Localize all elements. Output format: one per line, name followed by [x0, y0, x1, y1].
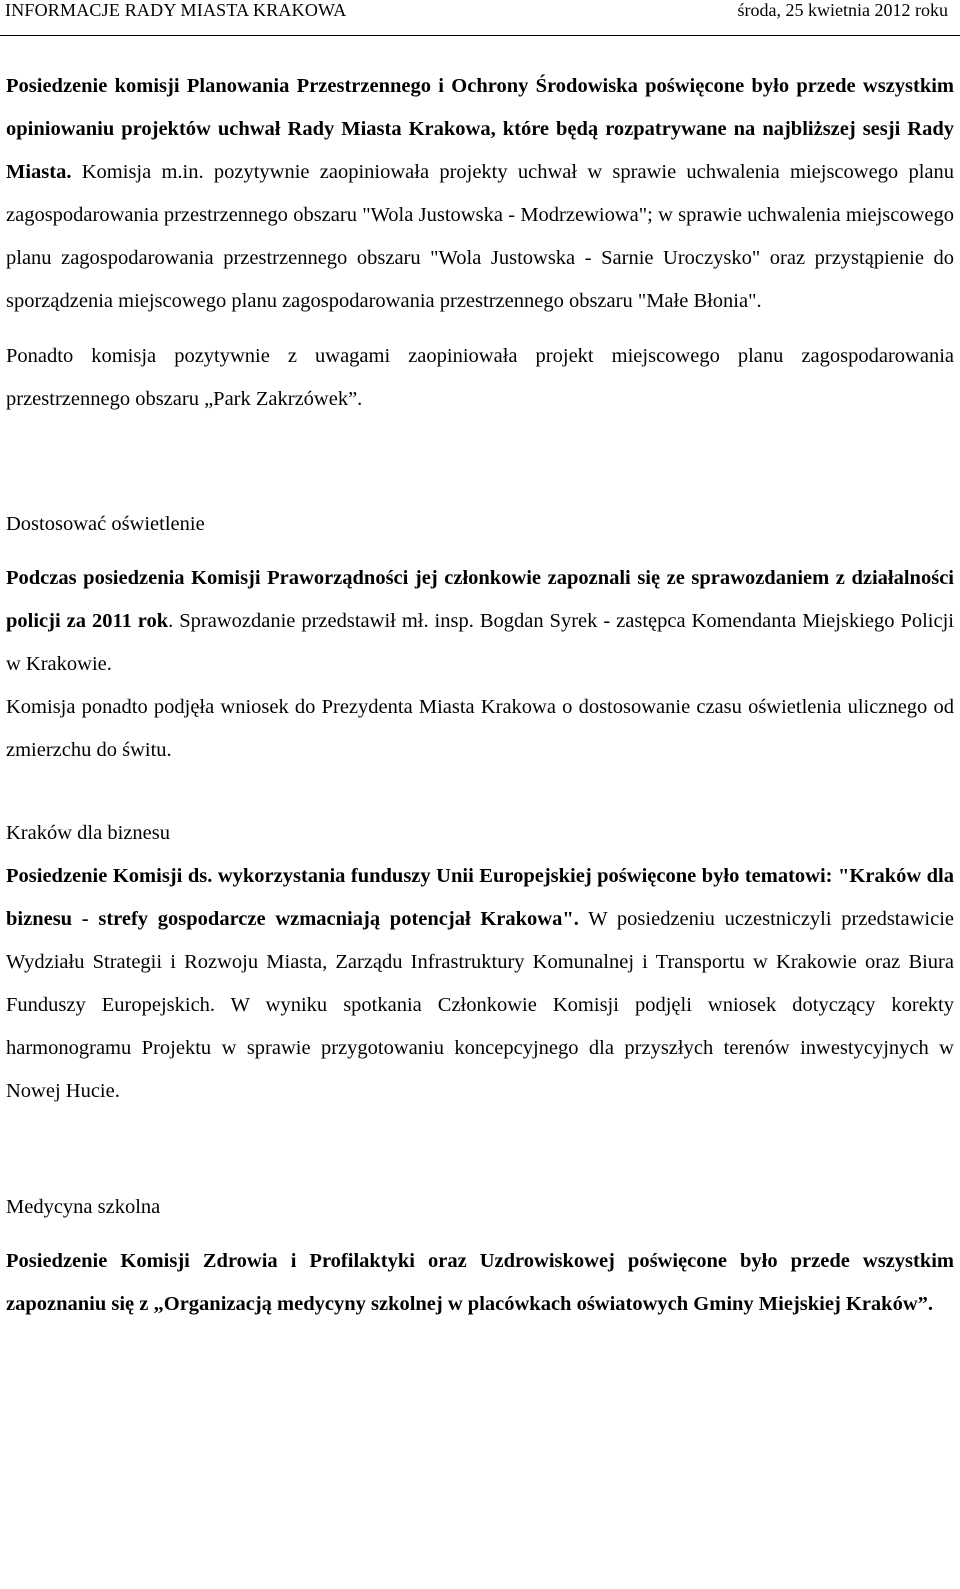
business-text: W posiedzeniu uczestniczyli przedstawicie Wydziału Strategii i Rozwoju Miasta, Zarządu Infrastruktury Komunalnej i Transportu w Krakowie oraz Biura Funduszy Europejskich. W wyniku spotkania Członkowie Komisji podjęli wniosek dotyczący korekty harmonogramu Projektu w sprawie przygotowaniu koncepcyjnego dla przyszłych terenów inwestycyjnych w Nowej Hucie. [6, 908, 954, 1102]
lighting-text: . Sprawozdanie przedstawił mł. insp. Bogdan Syrek - zastępca Komendanta Miejskiego Policji w Krakowie. [6, 610, 954, 675]
publication-date: środa, 25 kwietnia 2012 roku [737, 0, 948, 20]
section-heading-business: Kraków dla biznesu [6, 822, 170, 844]
article-body [6, 65, 954, 1326]
planning-text: Komisja m.in. pozytywnie zaopiniowała projekty uchwał w sprawie uchwalenia miejscowego planu zagospodarowania przestrzennego obszaru "Wola Justowska - Modrzewiowa"; w sprawie uchwalenia miejscowego planu zagospodarowania przestrzennego obszaru "Wola Justowska - Sarnie Uroczysko" oraz przystąpienie do sporządzenia miejscowego planu zagospodarowania przestrzennego obszaru "Małe Błonia". [6, 161, 954, 312]
spacer [6, 421, 954, 503]
lighting-paragraph-1 [6, 557, 954, 686]
school-medicine-paragraph: Posiedzenie Komisji Zdrowia i Profilaktyki oraz Uzdrowiskowej poświęcone było przede wszystkim zapoznaniu się z „Organizacją medycyny szkolnej w placówkach oświatowych Gminy Miejskiej Kraków”. [6, 1250, 954, 1315]
planning-lead: Posiedzenie komisji Planowania Przestrzennego i Ochrony Środowiska poświęcone było przede wszystkim opiniowaniu projektów uchwał Rady Miasta Krakowa, które będą rozpatrywane na najbliższej sesji Rady Miasta. [6, 75, 954, 183]
spacer [6, 772, 954, 812]
lighting-paragraph-2: Komisja ponadto podjęła wniosek do Prezydenta Miasta Krakowa o dostosowanie czasu oświetlenia ulicznego od zmierzchu do świtu. [6, 696, 954, 761]
spacer [6, 1113, 954, 1186]
business-lead: Posiedzenie Komisji ds. wykorzystania funduszy Unii Europejskiej poświęcone było tematowi: "Kraków dla biznesu - strefy gospodarcze wzmacniają potencjał Krakowa". [6, 865, 954, 930]
header-divider [0, 35, 960, 36]
page-header [0, 0, 960, 36]
business-paragraph [6, 855, 954, 1113]
publication-title: INFORMACJE RADY MIASTA KRAKOWA [5, 0, 347, 20]
section-heading-school-medicine: Medycyna szkolna [6, 1196, 161, 1218]
lighting-lead: Podczas posiedzenia Komisji Praworządności jej członkowie zapoznali się ze sprawozdaniem z działalności policji za 2011 rok [6, 567, 954, 632]
planning-paragraph-1 [6, 65, 954, 323]
planning-paragraph-2: Ponadto komisja pozytywnie z uwagami zaopiniowała projekt miejscowego planu zagospodarowania przestrzennego obszaru „Park Zakrzówek”. [6, 345, 954, 410]
section-heading-lighting: Dostosować oświetlenie [6, 513, 205, 535]
